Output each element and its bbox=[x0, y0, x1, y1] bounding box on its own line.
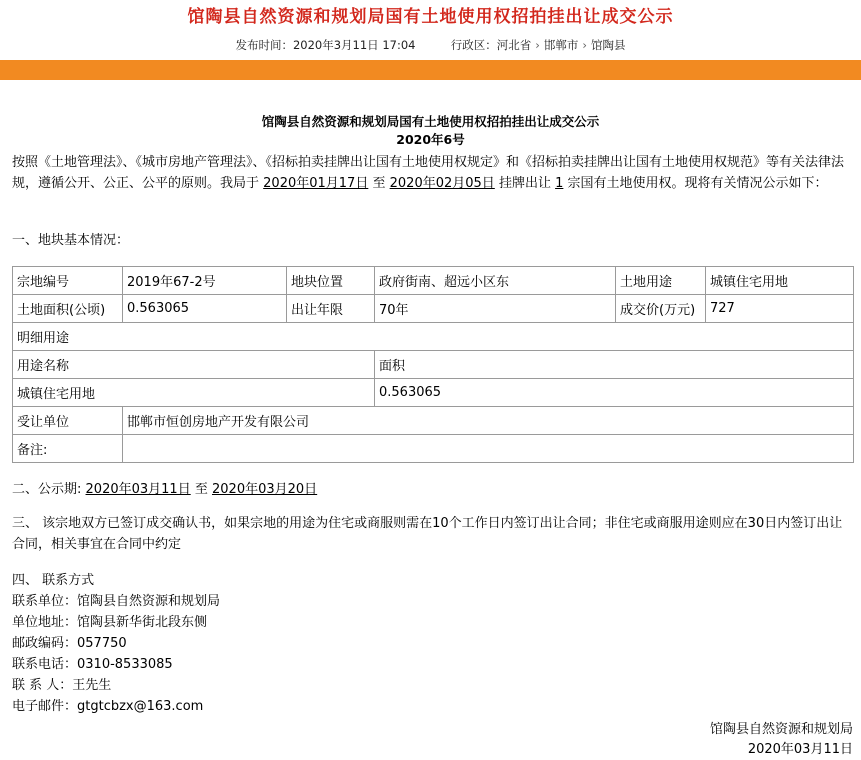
meta-line bbox=[0, 37, 861, 53]
contact-address: 单位地址：馆陶县新华街北段东侧 bbox=[12, 615, 208, 630]
section-1-heading: 一、地块基本情况： bbox=[12, 233, 130, 248]
cell-value: 邯郸市恒创房地产开发有限公司 bbox=[123, 407, 854, 435]
contact-person: 联 系 人：王先生 bbox=[12, 678, 112, 693]
region-city[interactable]: 邯郸市 bbox=[543, 38, 579, 52]
table-row bbox=[13, 435, 854, 463]
cell-value: 0.563065 bbox=[375, 379, 854, 407]
intro-text-3: 宗国有土地使用权。现将有关情况公示如下： bbox=[567, 176, 828, 191]
contact-postcode: 邮政编码：057750 bbox=[12, 636, 127, 651]
intro-text-2: 挂牌出让 bbox=[498, 176, 551, 191]
cell-value: 70年 bbox=[375, 295, 616, 323]
contact-unit: 联系单位：馆陶县自然资源和规划局 bbox=[12, 594, 221, 609]
table-row bbox=[13, 295, 854, 323]
region-county[interactable]: 馆陶县 bbox=[591, 38, 626, 52]
cell-label: 明细用途 bbox=[13, 323, 854, 351]
cell-label: 宗地编号 bbox=[13, 267, 123, 295]
cell-label: 地块位置 bbox=[287, 267, 375, 295]
section-4-heading: 四、 联系方式 bbox=[12, 573, 95, 588]
listing-start-date: 2020年01月17日 bbox=[263, 176, 369, 191]
cell-value: 政府街南、超远小区东 bbox=[375, 267, 616, 295]
signature-org: 馆陶县自然资源和规划局 bbox=[709, 722, 853, 737]
signature-date: 2020年03月11日 bbox=[747, 742, 853, 757]
cell-value: 0.563065 bbox=[123, 295, 287, 323]
cell-label: 用途名称 bbox=[13, 351, 375, 379]
orange-divider-bar bbox=[0, 60, 861, 80]
table-row bbox=[13, 323, 854, 351]
period-end-date: 2020年03月20日 bbox=[212, 482, 318, 497]
cell-value: 727 bbox=[706, 295, 854, 323]
cell-label: 面积 bbox=[375, 351, 854, 379]
notice-number: 2020年6号 bbox=[396, 132, 465, 147]
period-start-date: 2020年03月11日 bbox=[85, 482, 191, 497]
cell-label: 出让年限 bbox=[287, 295, 375, 323]
region-label: 行政区： bbox=[450, 38, 497, 52]
cell-label: 备注: bbox=[13, 435, 123, 463]
listing-end-date: 2020年02月05日 bbox=[389, 176, 495, 191]
section-2 bbox=[12, 479, 852, 500]
table-row bbox=[13, 351, 854, 379]
chevron-right-icon: › bbox=[535, 38, 540, 52]
cell-label: 受让单位 bbox=[13, 407, 123, 435]
contact-phone: 联系电话：0310-8533085 bbox=[12, 657, 173, 672]
publish-time: 2020年3月11日 17:04 bbox=[292, 38, 416, 52]
cell-label: 土地面积(公顷) bbox=[13, 295, 123, 323]
table-row bbox=[13, 379, 854, 407]
chevron-right-icon: › bbox=[582, 38, 588, 52]
cell-value bbox=[123, 435, 854, 463]
intro-to: 至 bbox=[372, 176, 386, 191]
table-row bbox=[13, 407, 854, 435]
cell-value: 城镇住宅用地 bbox=[13, 379, 375, 407]
parcel-table bbox=[12, 266, 854, 463]
cell-label: 成交价(万元) bbox=[616, 295, 706, 323]
notice-title: 馆陶县自然资源和规划局国有土地使用权招拍挂出让成交公示 bbox=[261, 114, 600, 129]
cell-value: 城镇住宅用地 bbox=[706, 267, 854, 295]
section-3: 三、 该宗地双方已签订成交确认书，如果宗地的用途为住宅或商服则需在10个工作日内签订出让合同；非住宅或商服用途则应在30日内签订出让合同，相关事宜在合同中约定 bbox=[12, 516, 843, 552]
table-row bbox=[13, 267, 854, 295]
section-2-label: 二、公示期: bbox=[12, 482, 82, 497]
page-title: 馆陶县自然资源和规划局国有土地使用权招拍挂出让成交公示 bbox=[187, 7, 674, 27]
contact-email[interactable]: 电子邮件：gtgtcbzx@163.com bbox=[12, 699, 204, 714]
region-province[interactable]: 河北省 bbox=[496, 38, 532, 52]
period-to: 至 bbox=[194, 482, 208, 497]
cell-value: 2019年67-2号 bbox=[123, 267, 287, 295]
publish-label: 发布时间： bbox=[235, 38, 293, 52]
parcel-count: 1 bbox=[555, 176, 564, 191]
notice-heading bbox=[0, 113, 861, 149]
cell-label: 土地用途 bbox=[616, 267, 706, 295]
intro-paragraph bbox=[12, 152, 852, 194]
intro-text-1: 按照《土地管理法》、《城市房地产管理法》、《招标拍卖挂牌出让国有土地使用权规定》和《招标拍卖挂牌出让国有土地使用权规范》等有关法律法规，遵循公开、公正、公平的原则。我局于 bbox=[12, 155, 845, 191]
